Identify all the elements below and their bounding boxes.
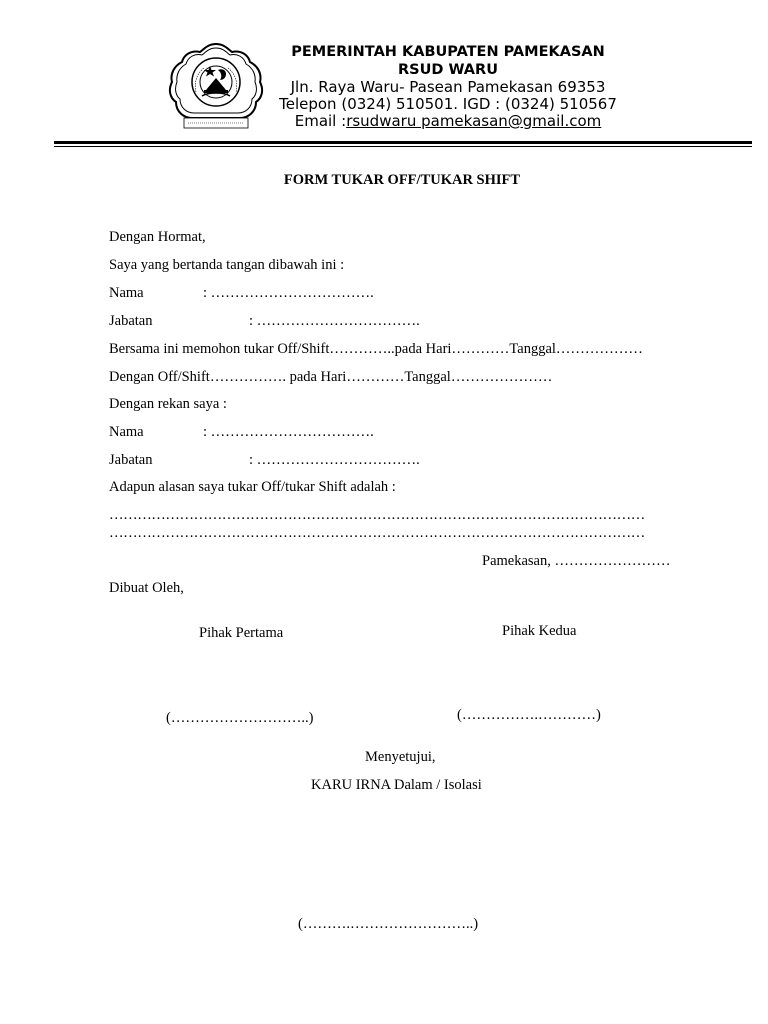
reason-label: Adapun alasan saya tukar Off/tukar Shift adalah : [109, 479, 396, 495]
email-label: Email : [294, 112, 347, 130]
gov-title: PEMERINTAH KABUPATEN PAMEKASAN [291, 44, 605, 60]
request-line[interactable]: Bersama ini memohon tukar Off/Shift…………..pada Hari…………Tanggal……………… [109, 341, 643, 357]
hospital-logo [166, 40, 266, 132]
reason-line-1[interactable]: …………………………………………………………………………………………………… [109, 507, 645, 523]
header-divider-thin [54, 146, 752, 147]
nama-label: Nama [109, 285, 144, 301]
form-title: FORM TUKAR OFF/TUKAR SHIFT [283, 172, 521, 188]
header-divider-thick [54, 141, 752, 144]
approved-label: Menyetujui, [365, 749, 436, 765]
jabatan2-label: Jabatan [109, 452, 153, 468]
second-party-signature[interactable]: (…………….…………) [457, 707, 601, 723]
jabatan-fill[interactable]: : ……………………………. [249, 313, 420, 329]
made-by: Dibuat Oleh, [109, 580, 184, 596]
hospital-name: RSUD WARU [398, 62, 498, 78]
approver-title: KARU IRNA Dalam / Isolasi [311, 777, 482, 793]
first-party-signature[interactable]: (………………………..) [166, 710, 314, 726]
place-date[interactable]: Pamekasan, …………………… [482, 553, 671, 569]
partner-intro: Dengan rekan saya : [109, 396, 227, 412]
with-line[interactable]: Dengan Off/Shift……………. pada Hari…………Tanggal………………… [109, 369, 553, 385]
first-party-label: Pihak Pertama [199, 625, 284, 641]
reason-line-2[interactable]: …………………………………………………………………………………………………… [109, 525, 645, 541]
jabatan2-fill[interactable]: : ……………………………. [249, 452, 420, 468]
email-link[interactable]: rsudwaru pamekasan@gmail.com [346, 112, 602, 130]
jabatan-label: Jabatan [109, 313, 153, 329]
hospital-phone: Telepon (0324) 510501. IGD : (0324) 510567 [279, 95, 617, 113]
greeting: Dengan Hormat, [109, 229, 206, 245]
hospital-email-line [268, 112, 628, 130]
hospital-address: Jln. Raya Waru- Pasean Pamekasan 69353 [290, 78, 606, 96]
nama2-label: Nama [109, 424, 144, 440]
nama-fill[interactable]: : ……………………………. [203, 285, 374, 301]
second-party-label: Pihak Kedua [502, 623, 577, 639]
intro-text: Saya yang bertanda tangan dibawah ini : [109, 257, 345, 273]
nama2-fill[interactable]: : ……………………………. [203, 424, 374, 440]
approver-signature[interactable]: (……….……………………..) [298, 916, 479, 932]
